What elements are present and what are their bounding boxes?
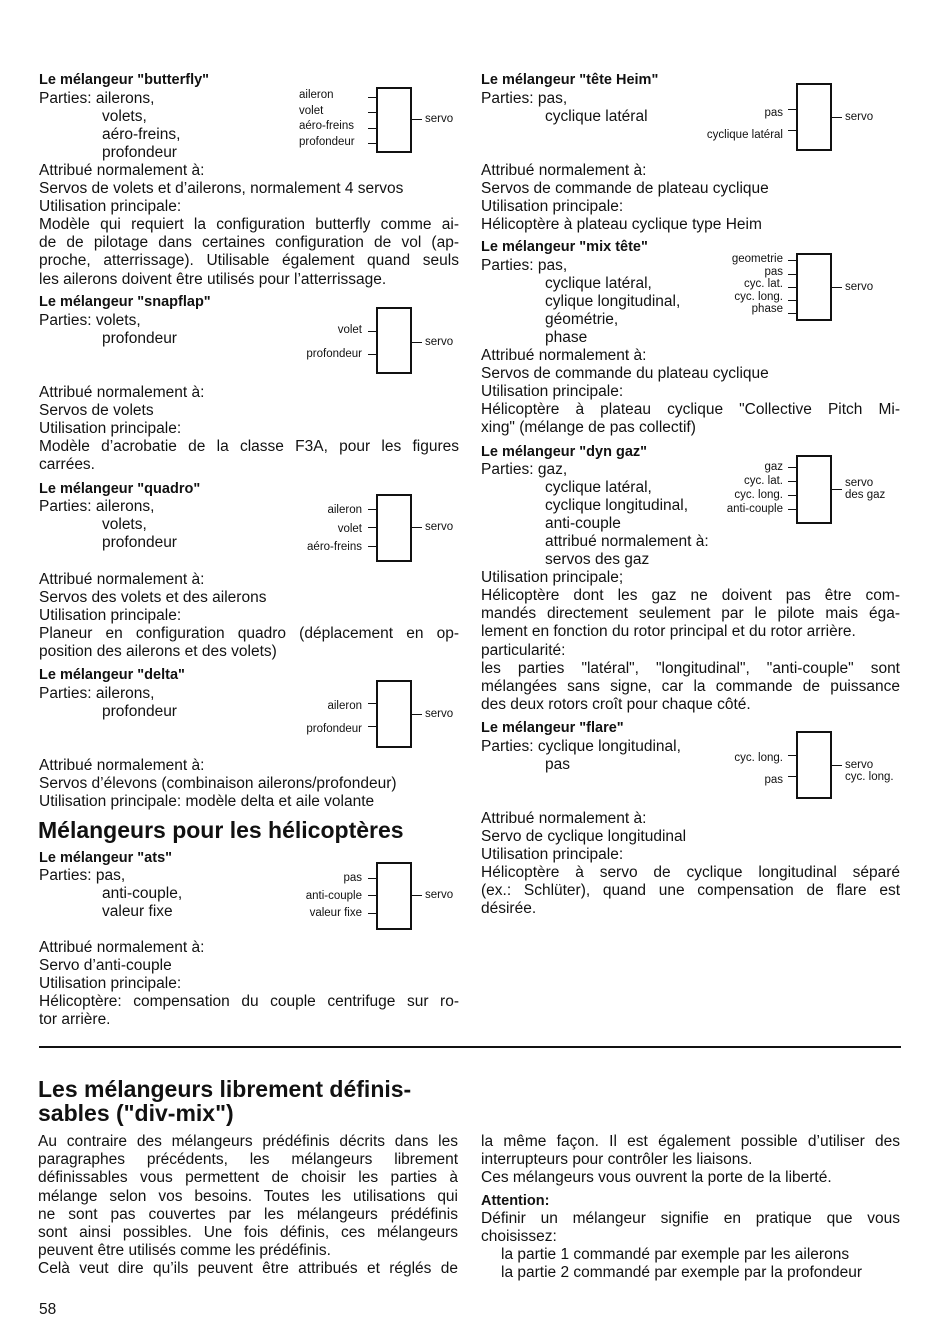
- ats-use-text: Hélicoptère: compensation du couple centrifuge sur ro- tor arrière.: [39, 993, 459, 1029]
- butterfly-parts-2: volets,: [102, 108, 147, 125]
- heim-use-label: Utilisation principale:: [481, 198, 624, 215]
- dyn-parts-5: attribué normalement à:: [545, 533, 709, 550]
- quadro-use-label: Utilisation principale:: [39, 607, 182, 624]
- snapflap-use-label: Utilisation principale:: [39, 420, 182, 437]
- delta-output: servo: [425, 708, 454, 720]
- flare-mixer-box: [796, 731, 832, 799]
- dyn-particularity-label: particularité:: [481, 642, 566, 659]
- quadro-parts-2: volets,: [102, 516, 147, 533]
- mix-attr-label: Attribué normalement à:: [481, 347, 647, 364]
- heim-use-text: Hélicoptère à plateau cyclique type Heim: [481, 216, 762, 233]
- dyn-title: Le mélangeur "dyn gaz": [481, 444, 648, 460]
- flare-use-text: Hélicoptère à servo de cyclique longitudinal séparé (ex.: Schlüter), quand une compensation de flare est désirée.: [481, 864, 900, 918]
- divmix-right-text: la même façon. Il est également possible d’utiliser des interrupteurs pour contrôler les liaisons. Ces mélangeurs vous ouvrent la porte de la liberté.: [481, 1133, 900, 1187]
- ats-attr-label: Attribué normalement à:: [39, 939, 205, 956]
- heim-parts-2: cyclique latéral: [545, 108, 648, 125]
- quadro-attr-label: Attribué normalement à:: [39, 571, 205, 588]
- section-divider: [39, 1046, 901, 1048]
- butterfly-use-label: Utilisation principale:: [39, 198, 182, 215]
- snapflap-mixer-box: [376, 307, 412, 374]
- butterfly-mixer-box: [376, 87, 412, 153]
- ats-parts-2: anti-couple,: [102, 885, 183, 902]
- example-line-2: la partie 2 commandé par exemple par la profondeur: [501, 1264, 863, 1281]
- flare-attr-label: Attribué normalement à:: [481, 810, 647, 827]
- ats-output: servo: [425, 889, 454, 901]
- flare-use-label: Utilisation principale:: [481, 846, 624, 863]
- butterfly-parts-1: Parties: ailerons,: [39, 90, 155, 107]
- dyn-parts-3: cyclique longitudinal,: [545, 497, 689, 514]
- quadro-use-text: Planeur en configuration quadro (déplacement en op- position des ailerons et des volets): [39, 625, 459, 661]
- mix-title: Le mélangeur "mix tête": [481, 239, 648, 255]
- butterfly-parts-4: profondeur: [102, 144, 177, 161]
- attention-title: Attention:: [481, 1193, 550, 1209]
- dyn-use-text: Hélicoptère dont les gaz ne doivent pas être com- mandés directement seulement par le pilote mais éga- lement en fonction du rotor principal et du rotor arrière.: [481, 587, 900, 641]
- heim-title: Le mélangeur "tête Heim": [481, 72, 659, 88]
- quadro-title: Le mélangeur "quadro": [39, 481, 201, 497]
- delta-attr-label: Attribué normalement à:: [39, 757, 205, 774]
- flare-parts-2: pas: [545, 756, 570, 773]
- butterfly-output: servo: [425, 113, 454, 125]
- dyn-parts-6: servos des gaz: [545, 551, 650, 568]
- dyn-parts-4: anti-couple: [545, 515, 621, 532]
- divmix-heading: Les mélangeurs librement définis- sables ("div-mix"): [38, 1076, 412, 1126]
- snapflap-parts-1: Parties: volets,: [39, 312, 141, 329]
- heim-mixer-box: [796, 83, 832, 151]
- butterfly-attr-text: Servos de volets et d’ailerons, normalement 4 servos: [39, 180, 404, 197]
- mix-parts-1: Parties: pas,: [481, 257, 568, 274]
- quadro-mixer-box: [376, 494, 412, 562]
- flare-diagram-inputs: cyc. long. pas: [734, 752, 783, 786]
- heim-attr-label: Attribué normalement à:: [481, 162, 647, 179]
- dyn-parts-2: cyclique latéral,: [545, 479, 652, 496]
- delta-title: Le mélangeur "delta": [39, 667, 185, 683]
- snapflap-title: Le mélangeur "snapflap": [39, 294, 211, 310]
- quadro-parts-1: Parties: ailerons,: [39, 498, 155, 515]
- heim-attr-text: Servos de commande de plateau cyclique: [481, 180, 769, 197]
- quadro-attr-text: Servos des volets et des ailerons: [39, 589, 267, 606]
- ats-title: Le mélangeur "ats": [39, 850, 173, 866]
- butterfly-attr-label: Attribué normalement à:: [39, 162, 205, 179]
- divmix-left-text: Au contraire des mélangeurs prédéfinis décrits dans les paragraphes précédents, les mélangeurs librement définissables vous permettent de choisir les parties à mélange selon vos besoins. Toutes les utilisations qui ne sont pas couvertes par les mélangeurs prédéfinis sont ainsi possibles. Une fois définis, ces mélangeurs peuvent être utilisés comme les prédéfinis. Celà veut dire qu’ils peuvent être attribués et réglés de: [38, 1133, 458, 1278]
- heim-output: servo: [845, 111, 874, 123]
- mix-parts-2: cyclique latéral,: [545, 275, 652, 292]
- mix-parts-3: cylique longitudinal,: [545, 293, 681, 310]
- mix-attr-text: Servos de commande du plateau cyclique: [481, 365, 769, 382]
- delta-parts-2: profondeur: [102, 703, 177, 720]
- heim-parts-1: Parties: pas,: [481, 90, 568, 107]
- example-line-1: la partie 1 commandé par exemple par les ailerons: [501, 1246, 850, 1263]
- ats-attr-text: Servo d’anti-couple: [39, 957, 172, 974]
- dyn-mixer-box: [796, 455, 832, 524]
- delta-diagram-inputs: aileron profondeur: [306, 700, 362, 735]
- mix-output: servo: [845, 281, 874, 293]
- butterfly-diagram-inputs: aileron volet aéro-freins profondeur: [299, 89, 355, 148]
- ats-parts-3: valeur fixe: [102, 903, 173, 920]
- snapflap-parts-2: profondeur: [102, 330, 177, 347]
- delta-use-text: Utilisation principale: modèle delta et aile volante: [39, 793, 375, 810]
- mix-use-label: Utilisation principale:: [481, 383, 624, 400]
- attention-text: Définir un mélangeur signifie en pratique que vous choisissez:: [481, 1210, 900, 1246]
- dyn-particularity-text: les parties "latéral", "longitudinal", "anti-couple" sont mélangées sans signe, car la commande de puissance des deux rotors croît pour chaque côté.: [481, 660, 900, 714]
- mix-parts-4: géométrie,: [545, 311, 619, 328]
- page-number: 58: [39, 1301, 57, 1318]
- snapflap-diagram-inputs: volet profondeur: [306, 324, 362, 360]
- dyn-parts-1: Parties: gaz,: [481, 461, 568, 478]
- butterfly-title: Le mélangeur "butterfly": [39, 72, 210, 88]
- snapflap-attr-text: Servos de volets: [39, 402, 154, 419]
- ats-use-label: Utilisation principale:: [39, 975, 182, 992]
- flare-title: Le mélangeur "flare": [481, 720, 624, 736]
- dyn-output: servo des gaz: [845, 477, 886, 501]
- dyn-use-label: Utilisation principale;: [481, 569, 624, 586]
- ats-mixer-box: [376, 862, 412, 930]
- heim-diagram-inputs: pas cyclique latéral: [706, 107, 783, 141]
- quadro-parts-3: profondeur: [102, 534, 177, 551]
- heli-section-heading: Mélangeurs pour les hélicoptères: [38, 817, 404, 843]
- snapflap-output: servo: [425, 336, 454, 348]
- dyn-diagram-inputs: gaz cyc. lat. cyc. long. anti-couple: [726, 461, 783, 515]
- delta-mixer-box: [376, 680, 412, 748]
- flare-attr-text: Servo de cyclique longitudinal: [481, 828, 687, 845]
- butterfly-use-text: Modèle qui requiert la configuration butterfly comme ai- de de pilotage dans certaines configuration de vol (ap- proche, atterrissage). Utilisable également quand seuls les ailerons doivent être utilisés pour l’atterrissage.: [39, 216, 459, 288]
- mix-mixer-box: [796, 253, 832, 321]
- snapflap-attr-label: Attribué normalement à:: [39, 384, 205, 401]
- flare-output: servo cyc. long.: [845, 759, 894, 783]
- quadro-diagram-inputs: aileron volet aéro-freins: [307, 504, 362, 553]
- delta-attr-text: Servos d’élevons (combinaison ailerons/profondeur): [39, 775, 397, 792]
- ats-parts-1: Parties: pas,: [39, 867, 126, 884]
- quadro-output: servo: [425, 521, 454, 533]
- mix-parts-5: phase: [545, 329, 588, 346]
- mix-use-text: Hélicoptère à plateau cyclique "Collective Pitch Mi- xing" (mélange de pas collectif): [481, 401, 900, 437]
- butterfly-parts-3: aéro-freins,: [102, 126, 181, 143]
- ats-diagram-inputs: pas anti-couple valeur fixe: [305, 872, 362, 919]
- flare-parts-1: Parties: cyclique longitudinal,: [481, 738, 681, 755]
- delta-parts-1: Parties: ailerons,: [39, 685, 155, 702]
- mix-diagram-inputs: geometrie pas cyc. lat. cyc. long. phase: [731, 253, 783, 315]
- snapflap-use-text: Modèle d’acrobatie de la classe F3A, pour les figures carrées.: [39, 438, 459, 474]
